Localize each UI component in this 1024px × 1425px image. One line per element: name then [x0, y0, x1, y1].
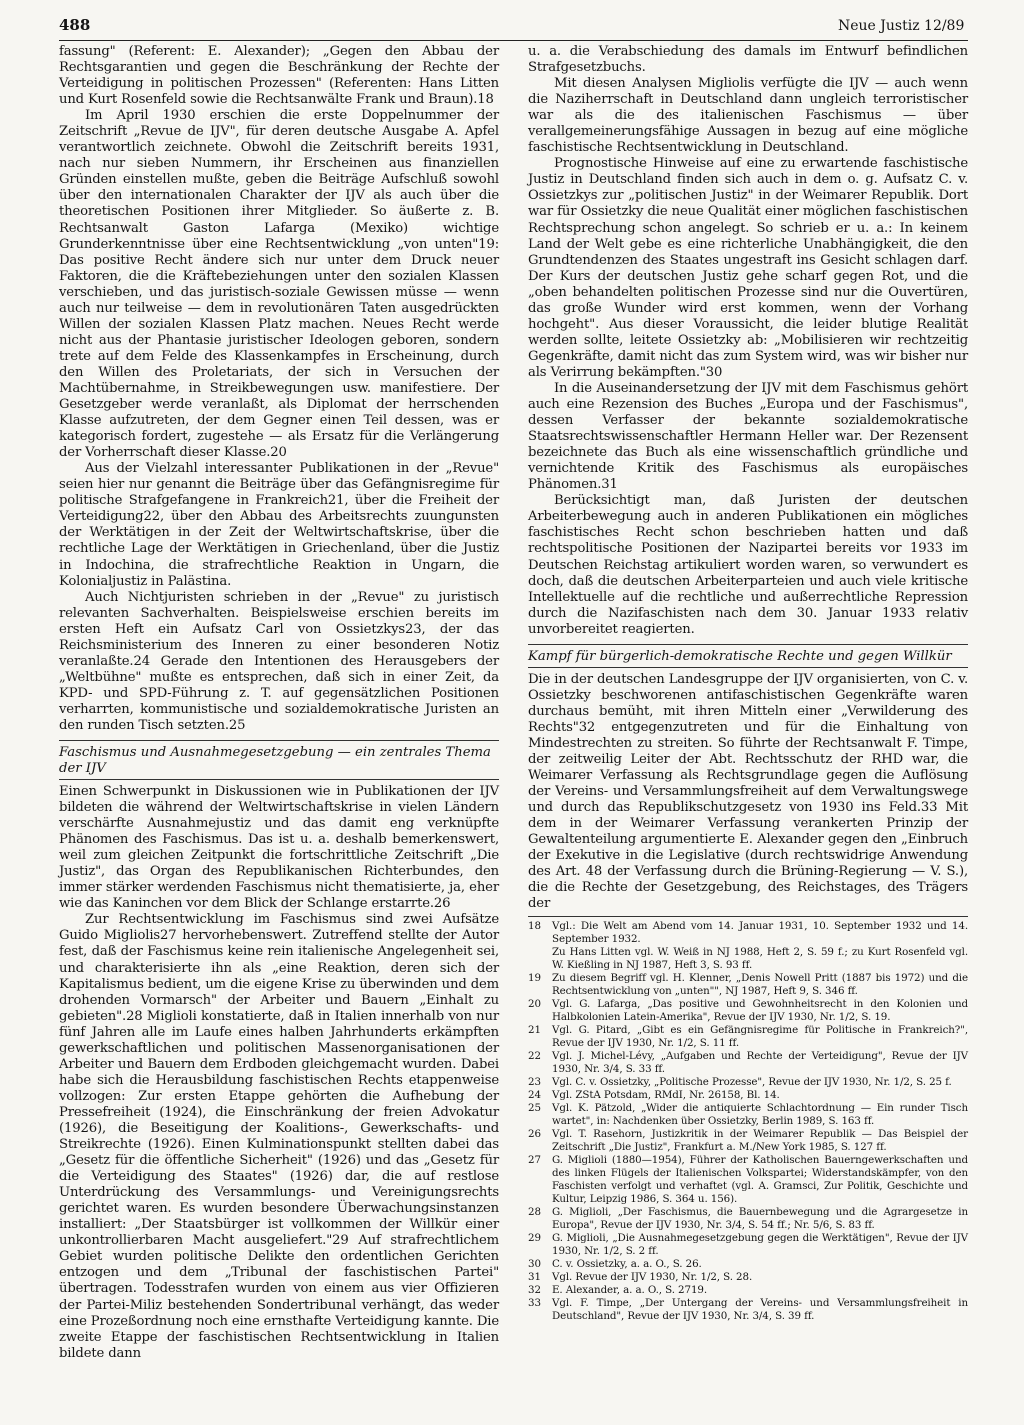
footnote-divider [528, 916, 968, 917]
footnote [528, 920, 968, 946]
footnote-text: E. Alexander, a. a. O., S. 2719. [552, 1284, 708, 1297]
paragraph: Die in der deutschen Landesgruppe der IJV organisierten, von C. v. Ossietzky beschworenen antifaschistischen Gegenkräfte waren durchaus bemüht, mit ihren Mitteln einer „Verwilderung des Rechts"32 entgegenzutreten und für die Einhaltung von Mindestrechten zu streiten. So führte der Rechtsanwalt F. Timpe, der zeitweilig Leiter der Abt. Rechtsschutz der RHD war, die Weimarer Verfassung als Rechtsgrundlage gegen die Auflösung der Vereins- und Versammlungsfreiheit auf dem Verwaltungswege und durch das Republikschutzgesetz von 1930 ins Feld.33 Mit dem in der Weimarer Verfassung verankerten Prinzip der Gewaltenteilung argumentierte E. Alexander gegen den „Einbruch der Exekutive in die Legislative (durch rechtswidrige Anwendung des Art. 48 der Verfassung durch die Brüning-Regierung — V. S.), die die Rechte der Gesetzgebung, des Reichstages, des Trägers der [528, 671, 968, 912]
footnote-number: 23 [528, 1076, 541, 1089]
footnote-number: 27 [528, 1154, 541, 1167]
left-column [59, 44, 499, 1362]
footnote-number: 28 [528, 1206, 541, 1219]
section-heading: Faschismus und Ausnahmegesetzgebung — ein zentrales Thema der IJV [59, 740, 499, 780]
footnote-text: Vgl. K. Pätzold, „Wider die antiquierte Schlachtordnung — Ein runder Tisch wartet", in: Nachdenken über Ossietzky, Berlin 1989, S. 163 ff. [552, 1102, 968, 1128]
footnote-number: 24 [528, 1089, 541, 1102]
paragraph: Prognostische Hinweise auf eine zu erwartende faschistische Justiz in Deutschland finden sich auch in dem o. g. Aufsatz C. v. Ossietzkys zur „politischen Justiz" in der Weimarer Republik. Dort war für Ossietzky die neue Qualität einer möglichen faschistischen Rechtsprechung schon angelegt. So schrieb er u. a.: In keinem Land der Welt gebe es eine richterliche Unabhängigkeit, die den Grundtendenzen des Staates ungestraft ins Gesicht schlagen darf. Der Kurs der deutschen Justiz gehe scharf gegen Rot, und die „oben behandelten politischen Prozesse sind nur die Ouvertüren, das große Wunder wird erst kommen, wenn der Vorhang hochgeht". Aus dieser Voraussicht, die leider blutige Realität werden sollte, leitete Ossietzky ab: „Mobilisieren wir rechtzeitig Gegenkräfte, damit nicht das zum System wird, was wir bisher nur als Verirrung bekämpften."30 [528, 156, 968, 380]
footnote [528, 1271, 968, 1284]
footnote-number: 25 [528, 1102, 541, 1115]
footnote-text: Zu diesem Begriff vgl. H. Klenner, „Denis Nowell Pritt (1887 bis 1972) und die Rechtsentwicklung von „unten"", NJ 1987, Heft 9, S. 346 ff. [552, 972, 968, 998]
section-heading: Kampf für bürgerlich-demokratische Rechte und gegen Willkür [528, 644, 968, 668]
footnote [528, 1206, 968, 1232]
footnote-number: 30 [528, 1258, 541, 1271]
footnote-text: G. Miglioli, „Die Ausnahmegesetzgebung gegen die Werktätigen", Revue der IJV 1930, Nr. 1/2, S. 2 ff. [552, 1232, 968, 1258]
footnote-text: C. v. Ossietzky, a. a. O., S. 26. [552, 1258, 702, 1271]
footnote [528, 1024, 968, 1050]
paragraph: Mit diesen Analysen Migliolis verfügte die IJV — auch wenn die Naziherrschaft in Deutschland dann ungleich terroristischer war als die des italienischen Faschismus — über verallgemeinerungsfähige Aussagen in bezug auf eine mögliche faschistische Rechtsentwicklung in Deutschland. [528, 76, 968, 156]
footnote-number: 29 [528, 1232, 541, 1245]
footnote [528, 1154, 968, 1206]
footnote-number: 32 [528, 1284, 541, 1297]
footnote-text: Vgl. J. Michel-Lévy, „Aufgaben und Rechte der Verteidigung", Revue der IJV 1930, Nr. 3/4, S. 33 ff. [552, 1050, 968, 1076]
footnote [528, 946, 968, 972]
footnote-number: 22 [528, 1050, 541, 1063]
footnote [528, 1297, 968, 1323]
footnote [528, 1089, 968, 1102]
footnote-text: Vgl. Revue der IJV 1930, Nr. 1/2, S. 28. [552, 1271, 753, 1284]
footnote [528, 972, 968, 998]
footnote [528, 1050, 968, 1076]
right-column [528, 44, 968, 1323]
paragraph: Berücksichtigt man, daß Juristen der deutschen Arbeiterbewegung auch in anderen Publikationen ein mögliches faschistisches Recht schon beschrieben hatten und daß rechtspolitische Positionen der Nazipartei bereits vor 1933 im Deutschen Reichstag artikuliert worden waren, so verwundert es doch, daß die deutschen Arbeiterparteien und auch viele kritische Intellektuelle auf die rechtliche und außerrechtliche Repression durch die Nazifaschisten nach dem 30. Januar 1933 relativ unvorbereitet reagierten. [528, 493, 968, 637]
footnote-number [528, 946, 552, 972]
footnote-text: G. Miglioli (1880—1954), Führer der Katholischen Bauerngewerkschaften und des linken Flügels der Italienischen Volkspartei; Widerstandskämpfer, von den Faschisten verfolgt und verhaftet (vgl. A. Gramsci, Zur Politik, Geschichte und Kultur, Leipzig 1986, S. 364 u. 156). [552, 1154, 968, 1206]
footnote-number: 19 [528, 972, 541, 985]
paragraph: u. a. die Verabschiedung des damals im Entwurf befindlichen Strafgesetzbuchs. [528, 44, 968, 76]
footnote-number: 21 [528, 1024, 541, 1037]
footnote-number: 31 [528, 1271, 541, 1284]
paragraph: Aus der Vielzahl interessanter Publikationen in der „Revue" seien hier nur genannt die Beiträge über das Gefängnisregime für politische Strafgefangene in Frankreich21, über die Freiheit der Verteidigung22, über den Abbau des Arbeitsrechts zuungunsten der Werktätigen in der Zeit der Weltwirtschaftskrise, über die rechtliche Lage der Werktätigen in Griechenland, über die Justiz in Indochina, die strafrechtliche Reaktion in Ungarn, die Kolonialjustiz in Palästina. [59, 461, 499, 589]
page-number: 488 [59, 16, 91, 34]
footnote [528, 1284, 968, 1297]
footnote-text: G. Miglioli, „Der Faschismus, die Bauernbewegung und die Agrargesetze in Europa", Revue der IJV 1930, Nr. 3/4, S. 54 ff.; Nr. 5/6, S. 83 ff. [552, 1206, 968, 1232]
footnote [528, 998, 968, 1024]
footnote [528, 1128, 968, 1154]
footnote-text: Vgl. ZStA Potsdam, RMdI, Nr. 26158, Bl. 14. [552, 1089, 780, 1102]
footnote-number: 18 [528, 920, 541, 933]
footnote-number: 20 [528, 998, 541, 1011]
footnote-text: Zu Hans Litten vgl. W. Weiß in NJ 1988, Heft 2, S. 59 f.; zu Kurt Rosenfeld vgl. W. Kießling in NJ 1987, Heft 3, S. 93 ff. [552, 946, 968, 972]
footnotes [528, 920, 968, 1323]
footnote-text: Vgl. C. v. Ossietzky, „Politische Prozesse", Revue der IJV 1930, Nr. 1/2, S. 25 f. [552, 1076, 952, 1089]
footnote [528, 1102, 968, 1128]
footnote [528, 1258, 968, 1271]
footnote [528, 1232, 968, 1258]
footnote-number: 26 [528, 1128, 541, 1141]
paragraph: Auch Nichtjuristen schrieben in der „Revue" zu juristisch relevanten Sachverhalten. Beispielsweise erschien bereits im ersten Heft ein Aufsatz Carl von Ossietzkys23, der das Reichsministerium des Inneren zu einer besonderen Notiz veranlaßte.24 Gerade den Intentionen des Herausgebers der „Weltbühne" mußte es entsprechen, daß sich in einer Zeit, da KPD- und SPD-Führung z. T. auf gegensätzlichen Positionen verharrten, kommunistische und sozialdemokratische Juristen an den runden Tisch setzten.25 [59, 589, 499, 733]
paragraph: Einen Schwerpunkt in Diskussionen wie in Publikationen der IJV bildeten die während der Weltwirtschaftskrise in vielen Ländern verschärfte Ausnahmejustiz und das damit eng verknüpfte Phänomen des Faschismus. Das ist u. a. deshalb bemerkenswert, weil zum gleichen Zeitpunkt die fortschrittliche Zeitschrift „Die Justiz", das Organ des Republikanischen Richterbundes, den immer stärker werdenden Faschismus nicht thematisierte, ja, eher wie das Kaninchen vor dem Blick der Schlange erstarrte.26 [59, 784, 499, 912]
footnote-text: Vgl. G. Pitard, „Gibt es ein Gefängnisregime für Politische in Frankreich?", Revue der IJV 1930, Nr. 1/2, S. 11 ff. [552, 1024, 968, 1050]
footnote-text: Vgl. T. Rasehorn, Justizkritik in der Weimarer Republik — Das Beispiel der Zeitschrift „Die Justiz", Frankfurt a. M./New York 1985, S. 127 ff. [552, 1128, 968, 1154]
footnote-text: Vgl. G. Lafarga, „Das positive und Gewohnheitsrecht in den Kolonien und Halbkolonien Latein-Amerika", Revue der IJV 1930, Nr. 1/2, S. 19. [552, 998, 968, 1024]
header-divider [59, 40, 968, 41]
paragraph: fassung" (Referent: E. Alexander); „Gegen den Abbau der Rechtsgarantien und gegen die Beschränkung der Rechte der Verteidigung in politischen Prozessen" (Referenten: Hans Litten und Kurt Rosenfeld sowie die Rechtsanwälte Frank und Braun).18 [59, 44, 499, 108]
footnote-text: Vgl.: Die Welt am Abend vom 14. Januar 1931, 10. September 1932 und 14. September 1932. [552, 920, 968, 946]
paragraph: Zur Rechtsentwicklung im Faschismus sind zwei Aufsätze Guido Migliolis27 hervorhebenswert. Zutreffend stellte der Autor fest, daß der Faschismus keine rein italienische Angelegenheit sei, und charakterisierte ihn als „eine Reaktion, deren sich der Kapitalismus bedient, um die eigene Krise zu überwinden und dem drohenden Vormarsch" der Arbeiter und Bauern „Einhalt zu gebieten".28 Miglioli konstatierte, daß in Italien innerhalb von nur fünf Jahren alle im Laufe eines halben Jahrhunderts erkämpften gewerkschaftlichen und politischen Massenorganisationen der Arbeiter und Bauern dem Erdboden gleichgemacht wurden. Dabei habe sich die Herausbildung faschistischen Rechts etappenweise vollzogen: Zur ersten Etappe gehörten die Aufhebung der Pressefreiheit (1924), die Einschränkung der freien Advokatur (1926), die Beseitigung der Koalitions-, Gewerkschafts- und Streikrechte (1926). Einen Kulminationspunkt stellten dabei das „Gesetz für die öffentliche Sicherheit" (1926) und das „Gesetz für die Verteidigung des Staates" (1926) dar, die auf restlose Unterdrückung des Versammlungs- und Vereinigungsrechts gerichtet waren. Es wurden besondere Überwachungsinstanzen installiert: „Der Staatsbürger ist vollkommen der Willkür einer unkontrollierbaren Macht ausgeliefert."29 Auf strafrechtlichem Gebiet wurden politische Delikte den ordentlichen Gerichten entzogen und dem „Tribunal der faschistischen Partei" übertragen. Todesstrafen wurden von einem aus vier Offizieren der Partei-Miliz bestehenden Sondertribunal verhängt, das weder eine Prozeßordnung noch eine ernsthafte Verteidigung kannte. Die zweite Etappe der faschistischen Rechtsentwicklung in Italien bildete dann [59, 912, 499, 1361]
paragraph: Im April 1930 erschien die erste Doppelnummer der Zeitschrift „Revue de IJV", für deren deutsche Ausgabe A. Apfel verantwortlich zeichnete. Obwohl die Zeitschrift bereits 1931, nach nur sieben Nummern, ihr Erscheinen aus finanziellen Gründen einstellen mußte, geben die Beiträge Aufschluß sowohl über den internationalen Charakter der IJV als auch über die theoretischen Positionen ihrer Mitglieder. So äußerte z. B. Rechtsanwalt Gaston Lafarga (Mexiko) wichtige Grunderkenntnisse über eine Rechtsentwicklung „von unten"19: Das positive Recht ändere sich nur unter dem Druck neuer Faktoren, die die Kräftebeziehungen unter den sozialen Klassen verschieben, und das juristisch-soziale Gewissen müsse — wenn auch nur teilweise — dem in revolutionären Taten ausgedrückten Willen der sozialen Klassen Platz machen. Neues Recht werde nicht aus der Phantasie juristischer Ideologen geboren, sondern trete auf dem Felde des Klassenkampfes in Erscheinung, durch den Willen des Proletariats, der sich in Versuchen der Machtübernahme, in Streikbewegungen usw. manifestiere. Der Gesetzgeber werde veranlaßt, als Diplomat der herrschenden Klasse aufzutreten, der dem Gegner einen Teil dessen, was er kategorisch fordert, zugestehe — als Ersatz für die Verlängerung der Vorherrschaft dieser Klasse.20 [59, 108, 499, 461]
journal-issue: Neue Justiz 12/89 [838, 18, 965, 34]
footnote-number: 33 [528, 1297, 541, 1310]
paragraph: In die Auseinandersetzung der IJV mit dem Faschismus gehört auch eine Rezension des Buches „Europa und der Faschismus", dessen Verfasser der bekannte sozialdemokratische Staatsrechtswissenschaftler Hermann Heller war. Der Rezensent bezeichnete das Buch als eine wissenschaftlich gründliche und vernichtende Kritik des Faschismus als europäisches Phänomen.31 [528, 380, 968, 493]
footnote [528, 1076, 968, 1089]
footnote-text: Vgl. F. Timpe, „Der Untergang der Vereins- und Versammlungsfreiheit in Deutschland", Revue der IJV 1930, Nr. 3/4, S. 39 ff. [552, 1297, 968, 1323]
